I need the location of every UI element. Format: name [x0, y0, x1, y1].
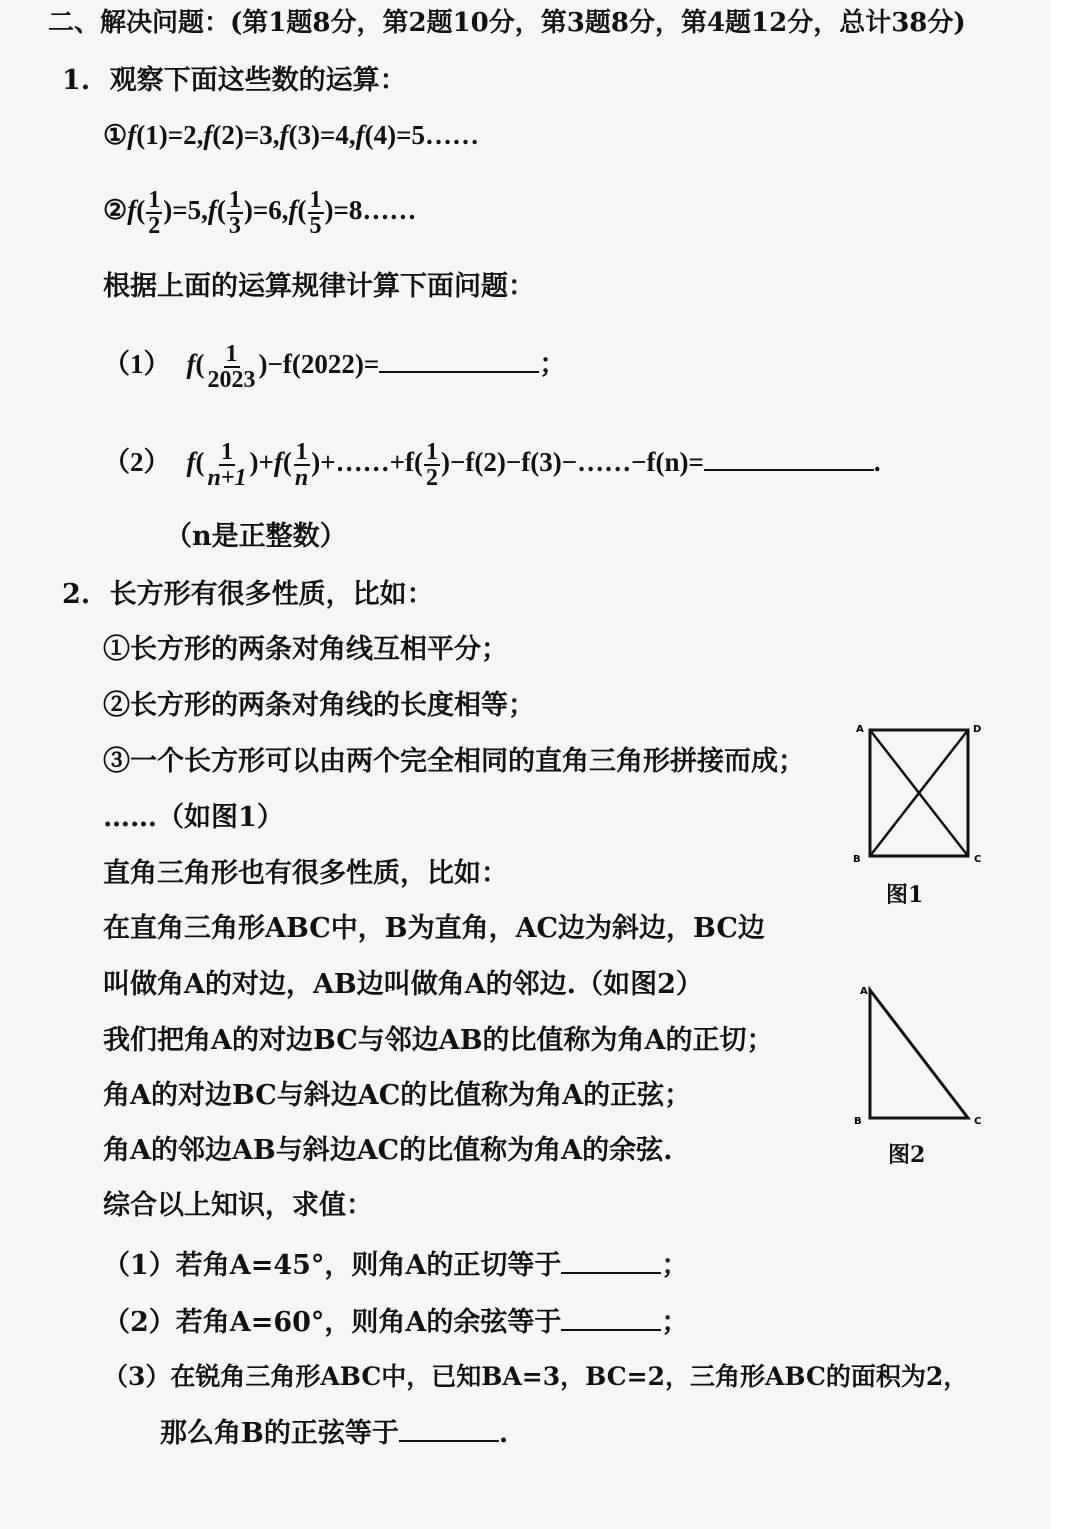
q1-rule2: ②f( $\frac{1}{2}$ )=5,f( $\frac{1}{3}$ )=6,f( $\frac{1}{5}$ )=8…… [103, 187, 417, 239]
q1-intro: 观察下面这些数的运算： [109, 65, 407, 96]
ask2-end: ； [661, 1307, 689, 1338]
vertex-b: B [853, 854, 861, 865]
vertex-c: C [974, 1116, 982, 1127]
q2-intro: 长方形有很多性质，比如： [109, 579, 434, 610]
q2-ask-2 [103, 1303, 688, 1340]
answer-blank-2-1[interactable] [561, 1246, 661, 1274]
part1-rest: )−f(2022)= [258, 349, 380, 380]
ask3-text: 那么角B的正弦等于 [160, 1418, 399, 1449]
q1-rule2-mark: ② [103, 195, 128, 226]
fraction: $\frac{1}{2}$ [426, 439, 439, 491]
rule1-value: 2 [183, 120, 197, 150]
rule1-value: 5 [411, 120, 426, 150]
vertex-b: B [854, 1116, 862, 1127]
triangle-outline [870, 990, 968, 1118]
answer-blank-1-1[interactable] [379, 345, 539, 373]
rule1-arg: 4 [373, 120, 388, 150]
rect-property-2: ②长方形的两条对角线的长度相等； [103, 690, 535, 721]
ask2-text: （2）若角A=60°，则角A的余弦等于 [103, 1307, 562, 1338]
rule1-arg: 1 [145, 120, 159, 150]
q1-heading [62, 64, 407, 98]
q1-rule1-mark: ① [103, 120, 128, 150]
rule2-value: 5 [187, 195, 202, 226]
see-figure-1: ……（如图1） [103, 802, 284, 833]
rule1-arg: 2 [221, 120, 235, 150]
rule2-trail: …… [362, 195, 417, 226]
q1-rule1: ①f(1)=2,f(2)=3,f(3)=4,f(4)=5…… [103, 120, 480, 150]
answer-blank-2-2[interactable] [561, 1303, 661, 1331]
combine-instruction: 综合以上知识，求值： [103, 1190, 373, 1221]
part1-end: ； [539, 349, 567, 380]
vertex-a: A [860, 986, 868, 997]
q2-number: 2. [62, 579, 91, 610]
q1-number: 1. [62, 65, 91, 96]
figure-2-triangle [848, 978, 998, 1128]
rule1-trail: …… [425, 120, 480, 150]
rect-property-1: ①长方形的两条对角线互相平分； [103, 634, 508, 665]
figure-1-rectangle [848, 718, 998, 868]
vertex-c: C [974, 854, 982, 865]
part2-label: （2） [103, 447, 171, 478]
ask1-end: ； [661, 1250, 689, 1281]
rule2-value: 6 [268, 195, 282, 226]
q2-heading [62, 578, 434, 612]
rule1-arg: 3 [297, 120, 311, 150]
q1-part1: （1） f( $\frac{1}{2023}$ )−f(2022)= ； [103, 341, 567, 393]
q1-instruction: 根据上面的运算规律计算下面问题： [103, 271, 535, 302]
ask3-end: . [498, 1418, 509, 1449]
figure-1-caption: 图1 [886, 882, 924, 908]
rule1-value: 3 [259, 120, 273, 150]
ask1-text: （1）若角A=45°，则角A的正切等于 [103, 1250, 562, 1281]
rule2-value: 8 [348, 195, 363, 226]
part2-mid: +……+f( [320, 447, 424, 478]
part1-label: （1） [103, 349, 171, 380]
q2-ask-3: （3）在锐角三角形ABC中，已知BA=3，BC=2，三角形ABC的面积为2， [103, 1362, 969, 1391]
vertex-a: A [856, 724, 864, 735]
q1-part2-note: （n是正整数） [165, 521, 347, 552]
part2-rest: )−f(2)−f(3)−……−f(n)= [441, 447, 704, 478]
fraction: $\frac{1}{n}$ [294, 439, 309, 491]
fraction: $\frac{1}{2023}$ [207, 341, 256, 393]
fraction: $\frac{1}{5}$ [309, 187, 322, 239]
triangle-intro: 直角三角形也有很多性质，比如： [103, 858, 508, 889]
fraction: $\frac{1}{2}$ [148, 187, 161, 239]
definition-line-1: 在直角三角形ABC中，B为直角，AC边为斜边，BC边 [103, 913, 765, 944]
part2-end: . [873, 447, 881, 478]
fraction: $\frac{1}{3}$ [228, 187, 241, 239]
fraction: $\frac{1}{n+1}$ [207, 439, 247, 491]
q1-part2: （2） f( $\frac{1}{n+1}$ )+f( $\frac{1}{n}$ )+……+f( $\frac{1}{2}$ )−f(2)−f(3)−……−f(n)= . [103, 439, 881, 491]
section-title: 二、解决问题：(第1题8分，第2题10分，第3题8分，第4题12分，总计38分) [48, 8, 966, 38]
tangent-definition: 我们把角A的对边BC与邻边AB的比值称为角A的正切； [103, 1025, 774, 1056]
definition-line-2: 叫做角A的对边，AB边叫做角A的邻边.（如图2） [103, 969, 703, 1000]
sine-definition: 角A的对边BC与斜边AC的比值称为角A的正弦； [103, 1080, 692, 1111]
q2-ask-1 [103, 1246, 688, 1283]
cosine-definition: 角A的邻边AB与斜边AC的比值称为角A的余弦. [103, 1135, 673, 1166]
vertex-d: D [973, 724, 982, 735]
answer-blank-2-3[interactable] [399, 1414, 499, 1442]
figure-2-caption: 图2 [888, 1142, 926, 1168]
rect-property-3: ③一个长方形可以由两个完全相同的直角三角形拼接而成； [103, 746, 805, 777]
q2-ask-3-cont [160, 1414, 508, 1451]
rule1-value: 4 [335, 120, 349, 150]
answer-blank-1-2[interactable] [704, 443, 874, 471]
